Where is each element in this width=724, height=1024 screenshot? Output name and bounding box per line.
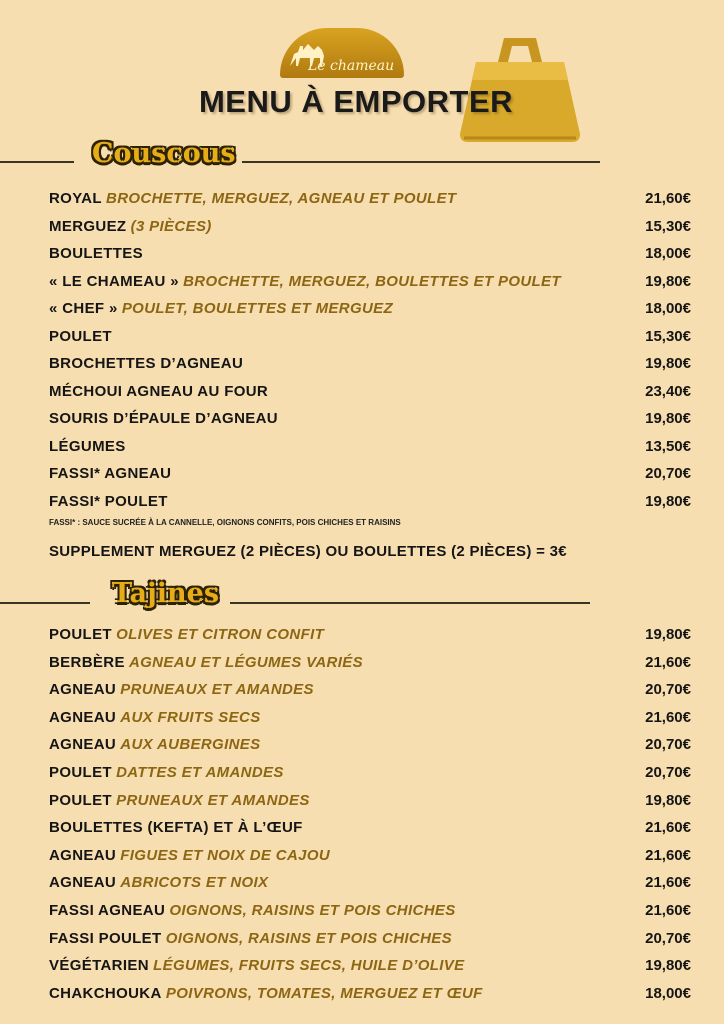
menu-item-price: 19,80€ (645, 626, 691, 643)
menu-item (49, 380, 691, 404)
menu-item-name: FASSI* POULET (49, 492, 168, 510)
menu-item-name: BROCHETTES D’AGNEAU (49, 355, 244, 372)
menu-item (49, 325, 691, 349)
menu-item (49, 187, 691, 211)
menu-item-name: BOULETTES (49, 245, 143, 262)
menu-item-name: BERBÈRE (49, 653, 125, 671)
menu-item-price: 13,50€ (645, 437, 691, 455)
menu-item-name: CHAKCHOUKA (49, 984, 162, 1002)
menu-item-description: POIVRONS, TOMATES, MERGUEZ ET ŒUF (165, 984, 483, 1002)
menu-item-description: POULET, BOULETTES ET MERGUEZ (121, 300, 394, 317)
fassi-footnote: FASSI* : SAUCE SUCRÉE À LA CANNELLE, OIGNONS CONFITS, POIS CHICHES ET RAISINS (49, 518, 401, 527)
menu-item (49, 242, 691, 266)
menu-item-name: MÉCHOUI AGNEAU AU FOUR (49, 382, 269, 400)
menu-item (49, 733, 691, 757)
menu-item-name: SOURIS D’ÉPAULE D’AGNEAU (49, 410, 278, 427)
menu-item (49, 899, 691, 923)
menu-item-price: 20,70€ (645, 764, 691, 781)
menu-item-price: 20,70€ (645, 681, 691, 699)
page-title: MENU À EMPORTER (198, 84, 514, 119)
menu-item-price: 23,40€ (645, 382, 691, 400)
menu-item (49, 462, 691, 486)
menu-item-price: 21,60€ (645, 874, 691, 892)
menu-item-price: 19,80€ (645, 957, 691, 975)
menu-item (49, 297, 691, 321)
menu-item (49, 270, 691, 294)
menu-item-description: (3 PIÈCES) (130, 217, 212, 235)
menu-item-description: OIGNONS, RAISINS ET POIS CHICHES (165, 929, 452, 947)
menu-item-name: AGNEAU (49, 874, 117, 892)
menu-item-name: VÉGÉTARIEN (49, 957, 149, 975)
menu-item-price: 19,80€ (645, 410, 691, 427)
menu-item (49, 651, 691, 675)
menu-item (49, 871, 691, 895)
menu-item-description: AGNEAU ET LÉGUMES VARIÉS (128, 653, 363, 671)
menu-item-name: FASSI* AGNEAU (49, 465, 172, 482)
menu-item (49, 435, 691, 459)
menu-item-name: « LE CHAMEAU » (49, 272, 179, 290)
menu-item-description: DATTES ET AMANDES (116, 764, 284, 781)
menu-item-name: « CHEF » (49, 300, 118, 317)
menu-item-price: 21,60€ (645, 653, 691, 671)
menu-item (49, 816, 691, 840)
menu-item-description: OIGNONS, RAISINS ET POIS CHICHES (169, 902, 456, 919)
menu-item-price: 18,00€ (645, 300, 691, 317)
menu-item-price: 21,60€ (645, 846, 691, 864)
menu-item-name: POULET (49, 791, 112, 809)
menu-item-price: 19,80€ (645, 355, 691, 372)
menu-item-description: AUX FRUITS SECS (120, 708, 261, 726)
menu-item (49, 844, 691, 868)
menu-item-description: BROCHETTE, MERGUEZ, AGNEAU ET POULET (106, 190, 457, 207)
menu-item (49, 407, 691, 431)
menu-item-name: POULET (49, 626, 112, 643)
menu-item-description: FIGUES ET NOIX DE CAJOU (120, 846, 331, 864)
menu-item-price: 19,80€ (645, 272, 691, 290)
menu-item-name: AGNEAU (49, 681, 117, 699)
menu-item-price: 19,80€ (645, 791, 691, 809)
menu-item-price: 20,70€ (645, 736, 691, 754)
menu-item-name: AGNEAU (49, 736, 117, 754)
menu-item-price: 21,60€ (645, 190, 691, 207)
menu-item-description: PRUNEAUX ET AMANDES (116, 791, 310, 809)
menu-item-name: FASSI POULET (49, 929, 162, 947)
tajines-section-title: Tajines (112, 578, 220, 609)
menu-item-price: 19,80€ (645, 492, 691, 510)
menu-item-description: AUX AUBERGINES (120, 736, 261, 754)
menu-item-price: 15,30€ (645, 327, 691, 345)
menu-item (49, 789, 691, 813)
section-divider (230, 602, 590, 604)
menu-item-name: POULET (49, 327, 112, 345)
menu-item-name: BOULETTES (KEFTA) ET À L’ŒUF (49, 819, 303, 837)
menu-item (49, 761, 691, 785)
menu-item-price: 20,70€ (645, 929, 691, 947)
menu-item-price: 18,00€ (645, 245, 691, 262)
menu-item (49, 706, 691, 730)
section-divider (0, 602, 90, 604)
menu-item-price: 21,60€ (645, 902, 691, 919)
restaurant-logo (280, 28, 404, 78)
menu-item-name: AGNEAU (49, 708, 117, 726)
menu-item-description: OLIVES ET CITRON CONFIT (116, 626, 325, 643)
menu-item (49, 927, 691, 951)
menu-item-price: 21,60€ (645, 819, 691, 837)
menu-item-price: 18,00€ (645, 984, 691, 1002)
menu-item (49, 623, 691, 647)
menu-item-price: 21,60€ (645, 708, 691, 726)
menu-item (49, 678, 691, 702)
menu-item-price: 15,30€ (645, 217, 691, 235)
menu-item-name: FASSI AGNEAU (49, 902, 166, 919)
menu-item-name: AGNEAU (49, 846, 117, 864)
logo-text: Le chameau (308, 58, 395, 74)
menu-item (49, 490, 691, 514)
menu-item-description: PRUNEAUX ET AMANDES (120, 681, 314, 699)
menu-item-name: ROYAL (49, 190, 102, 207)
section-divider (242, 161, 600, 163)
section-divider (0, 161, 74, 163)
menu-item-description: ABRICOTS ET NOIX (120, 874, 269, 892)
menu-item (49, 982, 691, 1006)
menu-item-price: 20,70€ (645, 465, 691, 482)
menu-item-description: BROCHETTE, MERGUEZ, BOULETTES ET POULET (183, 272, 561, 290)
couscous-section-title: Couscous (92, 138, 236, 169)
menu-item (49, 352, 691, 376)
menu-item-name: MERGUEZ (49, 217, 127, 235)
menu-item (49, 954, 691, 978)
supplement-text: SUPPLEMENT MERGUEZ (2 PIÈCES) OU BOULETTES (2 PIÈCES) = 3€ (49, 543, 567, 560)
menu-item-description: LÉGUMES, FRUITS SECS, HUILE D’OLIVE (153, 957, 465, 975)
menu-item-name: POULET (49, 764, 112, 781)
menu-item-name: LÉGUMES (49, 437, 126, 455)
menu-item (49, 215, 691, 239)
